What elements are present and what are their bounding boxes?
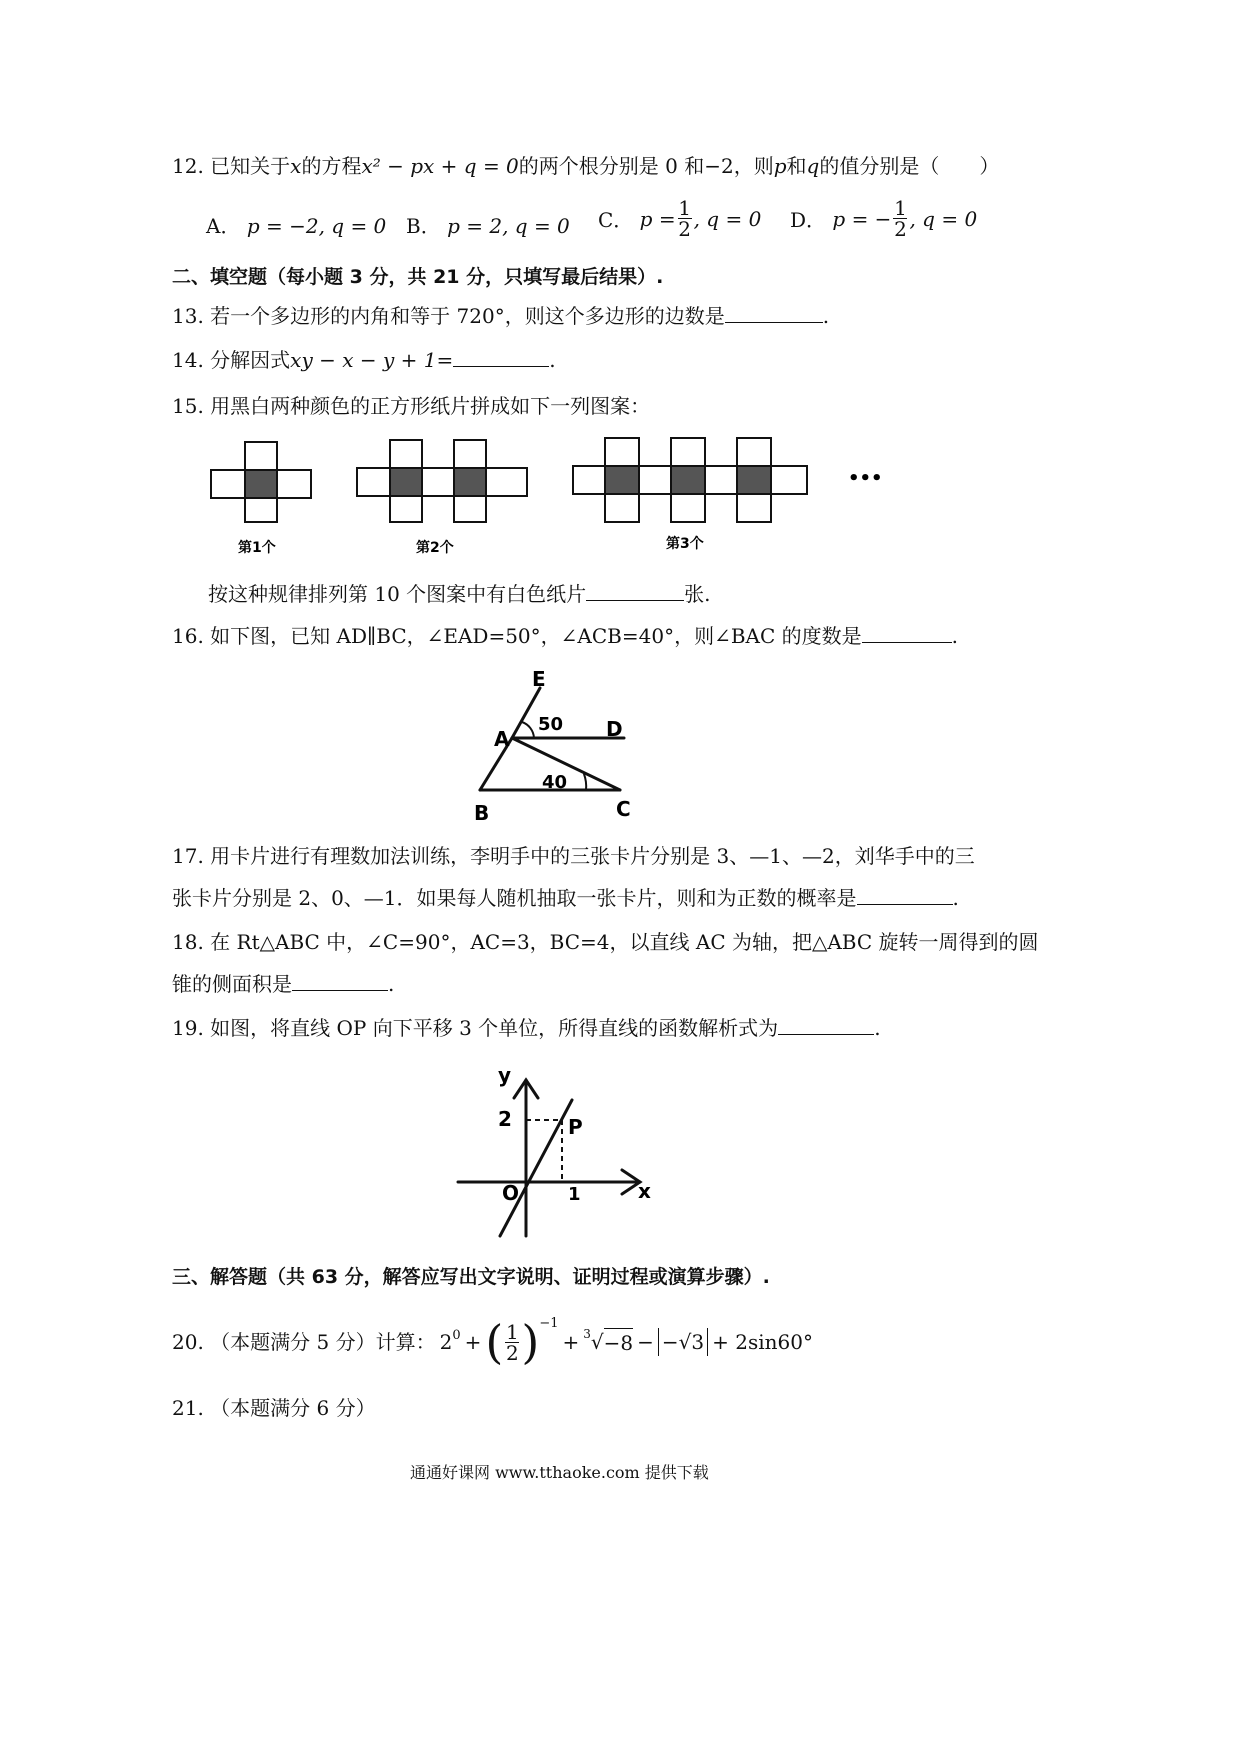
q16-triangle-figure [460, 660, 660, 830]
q15: 15. 用黑白两种颜色的正方形纸片拼成如下一列图案： [172, 394, 651, 418]
q13-answer-blank [725, 304, 823, 323]
point-e-label: E [532, 667, 546, 691]
q17-line2: 张卡片分别是 2、0、—1．如果每人随机抽取一张卡片，则和为正数的概率是 . [172, 886, 959, 910]
q19: 19. 如图，将直线 OP 向下平移 3 个单位，所得直线的函数解析式为 . [172, 1016, 881, 1040]
q19-coordinate-figure [450, 1056, 670, 1246]
point-b-label: B [474, 801, 490, 825]
x-tick-1-label: 1 [568, 1184, 581, 1205]
q12-option-c: C． p = $\frac{1}{2}$ , q = 0 [598, 196, 762, 241]
q15-followup: 按这种规律排列第 10 个图案中有白色纸片 张. [208, 582, 711, 606]
q12-option-d: D． p = − $\frac{1}{2}$ , q = 0 [790, 196, 978, 241]
pattern-2 [357, 440, 527, 522]
q12-option-a: A． p = −2, q = 0 [206, 214, 387, 238]
pattern-3 [573, 438, 807, 522]
pattern-2-label: 第2个 [416, 540, 454, 556]
angle-acb-label: 40 [542, 772, 568, 793]
y-axis-label: y [498, 1063, 512, 1087]
q12-option-b: B． p = 2, q = 0 [406, 214, 570, 238]
y-tick-2-label: 2 [498, 1107, 512, 1131]
q18-line1: 18. 在 Rt△ABC 中，∠C=90°，AC=3，BC=4，以直线 AC 为轴，把△ABC 旋转一周得到的圆 [172, 930, 1039, 954]
point-p-label: P [568, 1115, 583, 1139]
point-a-label: A [494, 727, 510, 751]
section-2-heading: 二、填空题（每小题 3 分，共 21 分，只填写最后结果）. [172, 266, 664, 288]
q15-answer-blank [586, 582, 684, 601]
pattern-1-label: 第1个 [238, 540, 276, 556]
q13: 13. 若一个多边形的内角和等于 720°，则这个多边形的边数是 . [172, 304, 830, 328]
q17-answer-blank [857, 886, 953, 905]
q12-stem: 12. 已知关于x的方程x² − px + q = 0的两个根分别是 0 和−2，则p和q的值分别是（ ） [172, 154, 1000, 178]
q15-pattern-figure [200, 430, 900, 565]
point-c-label: C [616, 797, 631, 821]
angle-ead-label: 50 [538, 714, 564, 735]
q21: 21. （本题满分 6 分） [172, 1396, 376, 1420]
x-axis-label: x [638, 1179, 651, 1203]
q18-line2: 锥的侧面积是 . [172, 972, 395, 996]
section-3-heading: 三、解答题（共 63 分，解答应写出文字说明、证明过程或演算步骤）. [172, 1266, 770, 1288]
pattern-3-label: 第3个 [666, 536, 704, 552]
q14-answer-blank [453, 348, 549, 367]
pattern-ellipsis: ••• [848, 468, 883, 489]
page-footer: 通通好课网 www.tthaoke.com 提供下载 [410, 1463, 709, 1482]
q20: 20. （本题满分 5 分）计算： 2 $^0$ + ( $\frac{1}{2}$ ) $^{-1}$ + $^3$ √ −8 − −√3 + 2sin60° [172, 1315, 813, 1369]
q17-line1: 17. 用卡片进行有理数加法训练，李明手中的三张卡片分别是 3、—1、—2，刘华手中的三 [172, 844, 975, 868]
q16-answer-blank [862, 624, 952, 643]
q19-answer-blank [778, 1016, 874, 1035]
origin-label: O [502, 1181, 520, 1205]
pattern-1 [211, 442, 311, 522]
q18-answer-blank [292, 972, 388, 991]
q14: 14. 分解因式xy − x − y + 1= . [172, 348, 556, 372]
q16: 16. 如下图，已知 AD∥BC，∠EAD=50°，∠ACB=40°，则∠BAC 的度数是 . [172, 624, 958, 648]
point-d-label: D [606, 717, 623, 741]
q12-equation: x² − px + q = 0 [361, 154, 519, 178]
